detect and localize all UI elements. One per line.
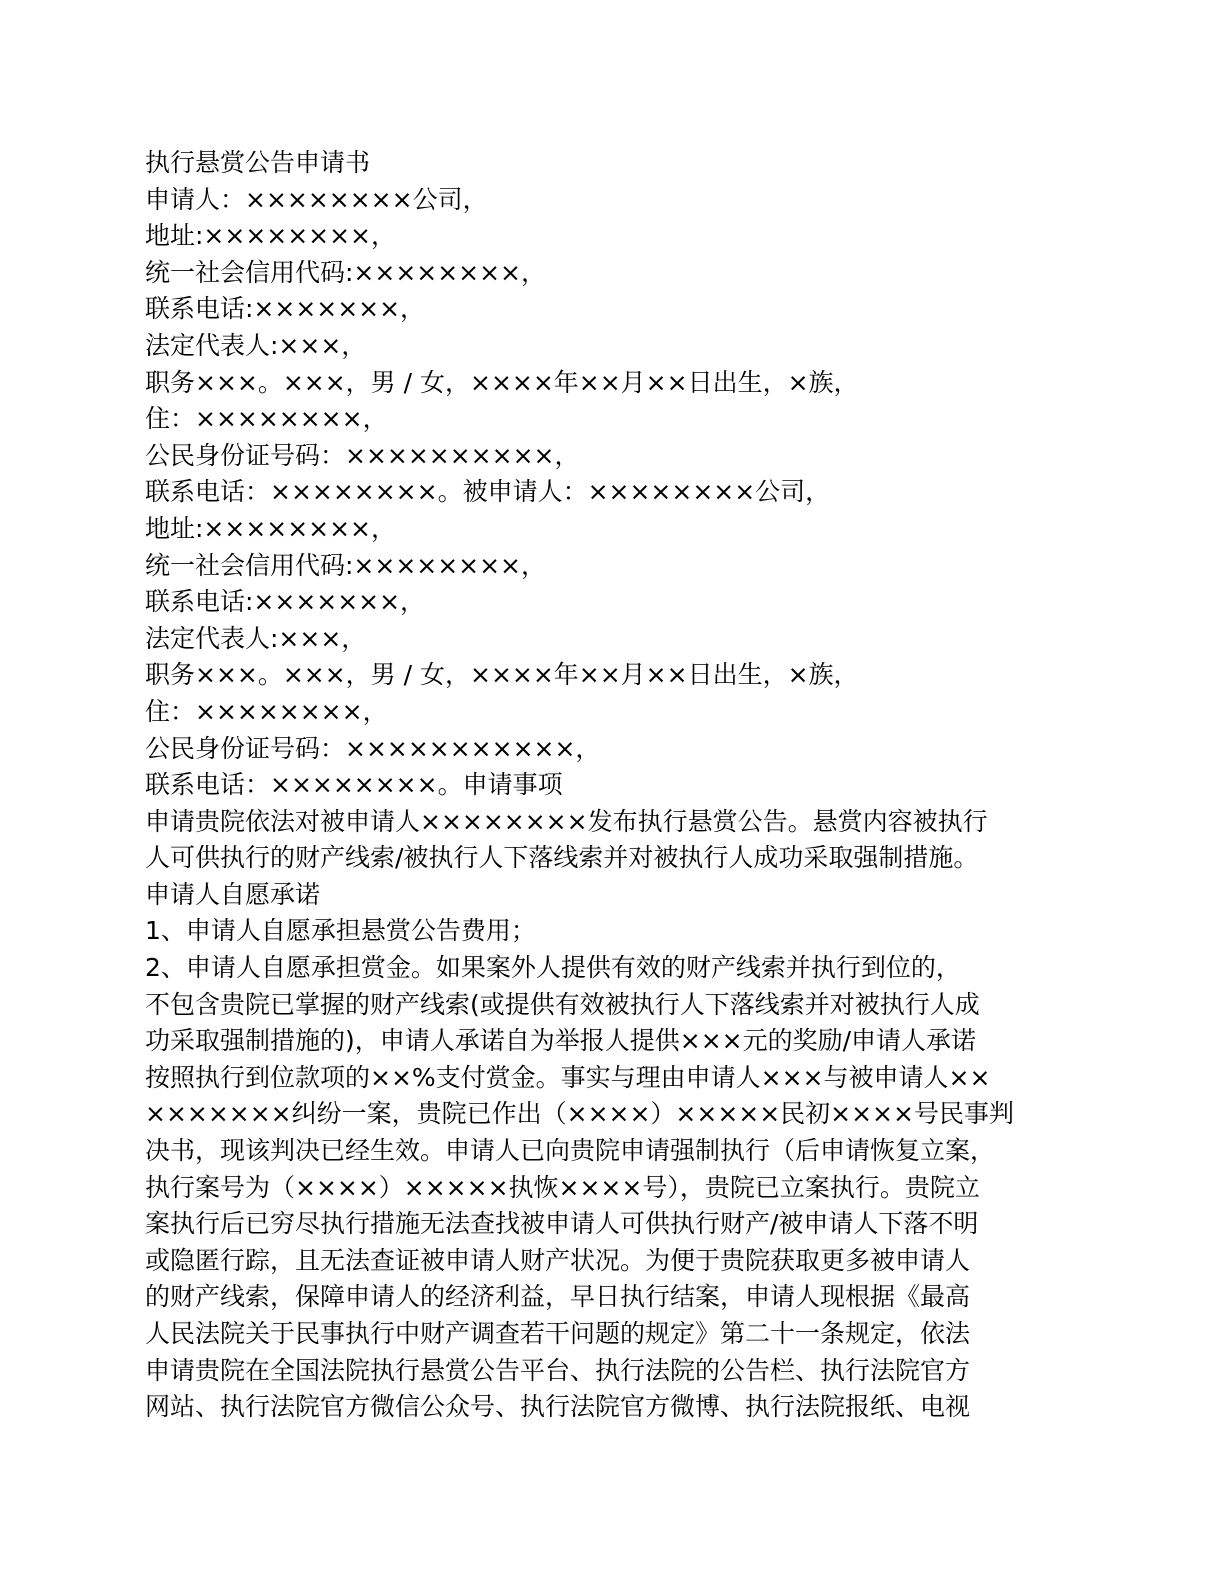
document-title: 执行悬赏公告申请书 [145, 148, 371, 177]
body-text-line: 决书，现该判决已经生效。申请人已向贵院申请强制执行（后申请恢复立案， [145, 1136, 996, 1166]
respondent-id-line: 公民身份证号码：×××××××××××， [145, 733, 601, 763]
request-text-line: 申请贵院依法对被申请人××××××××发布执行悬赏公告。悬赏内容被执行 [145, 806, 988, 836]
document-body [145, 145, 1095, 1426]
body-text-line: 网站、执行法院官方微信公众号、执行法院官方微博、执行法院报纸、电视 [145, 1392, 971, 1422]
commitment-item-2: 2、申请人自愿承担赏金。如果案外人提供有效的财产线索并执行到位的， [145, 953, 961, 983]
body-text-line: 的财产线索，保障申请人的经济利益，早日执行结案，申请人现根据《最高 [145, 1282, 971, 1312]
requests-heading-line: 联系电话：××××××××。申请事项 [145, 770, 563, 800]
body-text-line: 不包含贵院已掌握的财产线索(或提供有效被执行人下落线索并对被执行人成 [145, 989, 980, 1019]
respondent-address-line: 地址:××××××××， [145, 513, 397, 543]
body-text-line: 申请贵院在全国法院执行悬赏公告平台、执行法院的公告栏、执行法院官方 [145, 1355, 971, 1385]
applicant-id-line: 公民身份证号码：××××××××××， [145, 440, 580, 470]
applicant-position-line: 职务×××。×××，男 / 女，××××年××月××日出生，×族， [145, 367, 859, 397]
body-text-line: 案执行后已穷尽执行措施无法查找被申请人可供执行财产/被申请人下落不明 [145, 1209, 979, 1239]
respondent-credit-code-line: 统一社会信用代码:××××××××， [145, 550, 547, 580]
applicant-phone-line: 联系电话:×××××××， [145, 294, 426, 324]
respondent-position-line: 职务×××。×××，男 / 女，××××年××月××日出生，×族， [145, 660, 859, 690]
commitment-item-1: 1、申请人自愿承担悬赏公告费用； [145, 916, 536, 946]
applicant-name-line: 申请人：××××××××公司， [145, 184, 488, 214]
body-text-line: 或隐匿行踪，且无法查证被申请人财产状况。为便于贵院获取更多被申请人 [145, 1245, 971, 1275]
request-text-line: 人可供执行的财产线索/被执行人下落线索并对被执行人成功采取强制措施。 [145, 843, 979, 873]
body-text-line: ×××××××纠纷一案，贵院已作出（××××）×××××民初××××号民事判 [145, 1099, 1014, 1129]
respondent-legal-rep-line: 法定代表人:×××， [145, 623, 367, 653]
body-text-line: 按照执行到位款项的××%支付赏金。事实与理由申请人×××与被申请人×× [145, 1062, 991, 1092]
applicant-address-line: 地址:××××××××， [145, 221, 397, 251]
respondent-residence-line: 住：××××××××， [145, 696, 388, 726]
body-text-line: 执行案号为（××××）×××××执恢××××号），贵院已立案执行。贵院立 [145, 1172, 980, 1202]
applicant-credit-code-line: 统一社会信用代码:××××××××， [145, 257, 547, 287]
applicant-residence-line: 住：××××××××， [145, 404, 388, 434]
respondent-phone-line: 联系电话:×××××××， [145, 587, 426, 617]
body-text-line: 人民法院关于民事执行中财产调查若干问题的规定》第二十一条规定，依法 [145, 1319, 971, 1348]
commitment-heading: 申请人自愿承诺 [145, 879, 321, 909]
body-text-line: 功采取强制措施的)，申请人承诺自为举报人提供×××元的奖励/申请人承诺 [145, 1026, 977, 1056]
applicant-legal-rep-line: 法定代表人:×××， [145, 330, 367, 360]
respondent-intro-line: 联系电话：××××××××。被申请人：××××××××公司， [145, 477, 831, 507]
